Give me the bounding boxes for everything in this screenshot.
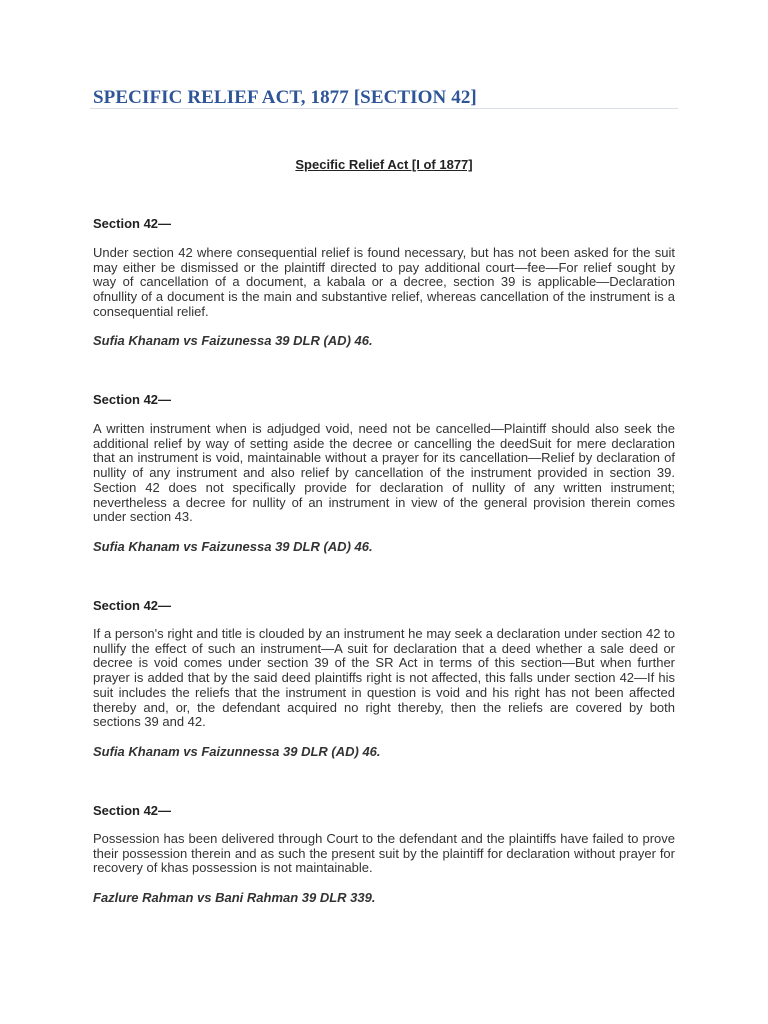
section-body: [93, 832, 675, 876]
section-heading-text: Section 42—: [93, 598, 172, 613]
case-citation-text: Sufia Khanam vs Faizunnessa 39 DLR (AD) 46.: [93, 744, 381, 759]
section-body: [93, 627, 675, 730]
case-citation-text: Fazlure Rahman vs Bani Rahman 39 DLR 339.: [93, 890, 376, 905]
section-body-text: Under section 42 where consequential relief is found necessary, but has not been asked for the suit may either be dismissed or the plaintiff directed to pay additional court—fee—For relief sought by way of cancellation of a document, a kabala or a decree, section 39 is applicable—Declaration ofnullity of a document is the main and substantive relief, whereas cancellation of the instrument is a consequential relief.: [93, 245, 675, 319]
section-body-text: A written instrument when is adjudged void, need not be cancelled—Plaintiff should also seek the additional relief by way of setting aside the decree or cancelling the deedSuit for mere declaration that an instrument is void, maintainable without a prayer for its cancellation—Relief by declaration of nullity of any instrument and also relief by cancellation of the instrument provided in section 39. Section 42 does not specifically provide for declaration of nullity of any written instrument; nevertheless a decree for nullity of an instrument in view of the general provision therein comes under section 43.: [93, 421, 675, 525]
section-body: [93, 422, 675, 525]
case-citation: [93, 333, 675, 349]
section-heading: [93, 803, 675, 819]
section-heading: [93, 598, 675, 614]
document-subtitle: Specific Relief Act [I of 1877]: [295, 157, 473, 172]
section-heading-text: Section 42—: [93, 803, 172, 818]
section-heading-text: Section 42—: [93, 392, 172, 407]
document-title: SPECIFIC RELIEF ACT, 1877 [SECTION 42]: [93, 87, 477, 108]
section-heading: [93, 392, 675, 408]
section-body-text: If a person's right and title is clouded by an instrument he may seek a declaration under section 42 to nullify the effect of such an instrument—A suit for declaration that a deed whether a sale deed or decree is void comes under section 39 of the SR Act in terms of this section—But when further prayer is added that by the said deed plaintiffs right is not affected, this falls under section 42—If his suit includes the reliefs that the instrument in question is void and his right has not been affected thereby and, or, the defendant acquired no right thereby, then the reliefs are covered by both sections 39 and 42.: [93, 626, 675, 730]
case-citation: [93, 890, 675, 906]
case-citation-text: Sufia Khanam vs Faizunessa 39 DLR (AD) 46.: [93, 333, 373, 348]
case-citation-text: Sufia Khanam vs Faizunessa 39 DLR (AD) 46.: [93, 539, 373, 554]
section-body: [93, 246, 675, 320]
section-heading: [93, 216, 675, 232]
section-heading-text: Section 42—: [93, 216, 172, 231]
case-citation: [93, 744, 675, 760]
title-underline-rule: [90, 108, 678, 109]
section-body-text: Possession has been delivered through Court to the defendant and the plaintiffs have failed to prove their possession therein and as such the present suit by the plaintiff for declaration without prayer for recovery of khas possession is not maintainable.: [93, 831, 675, 876]
case-citation: [93, 539, 675, 555]
